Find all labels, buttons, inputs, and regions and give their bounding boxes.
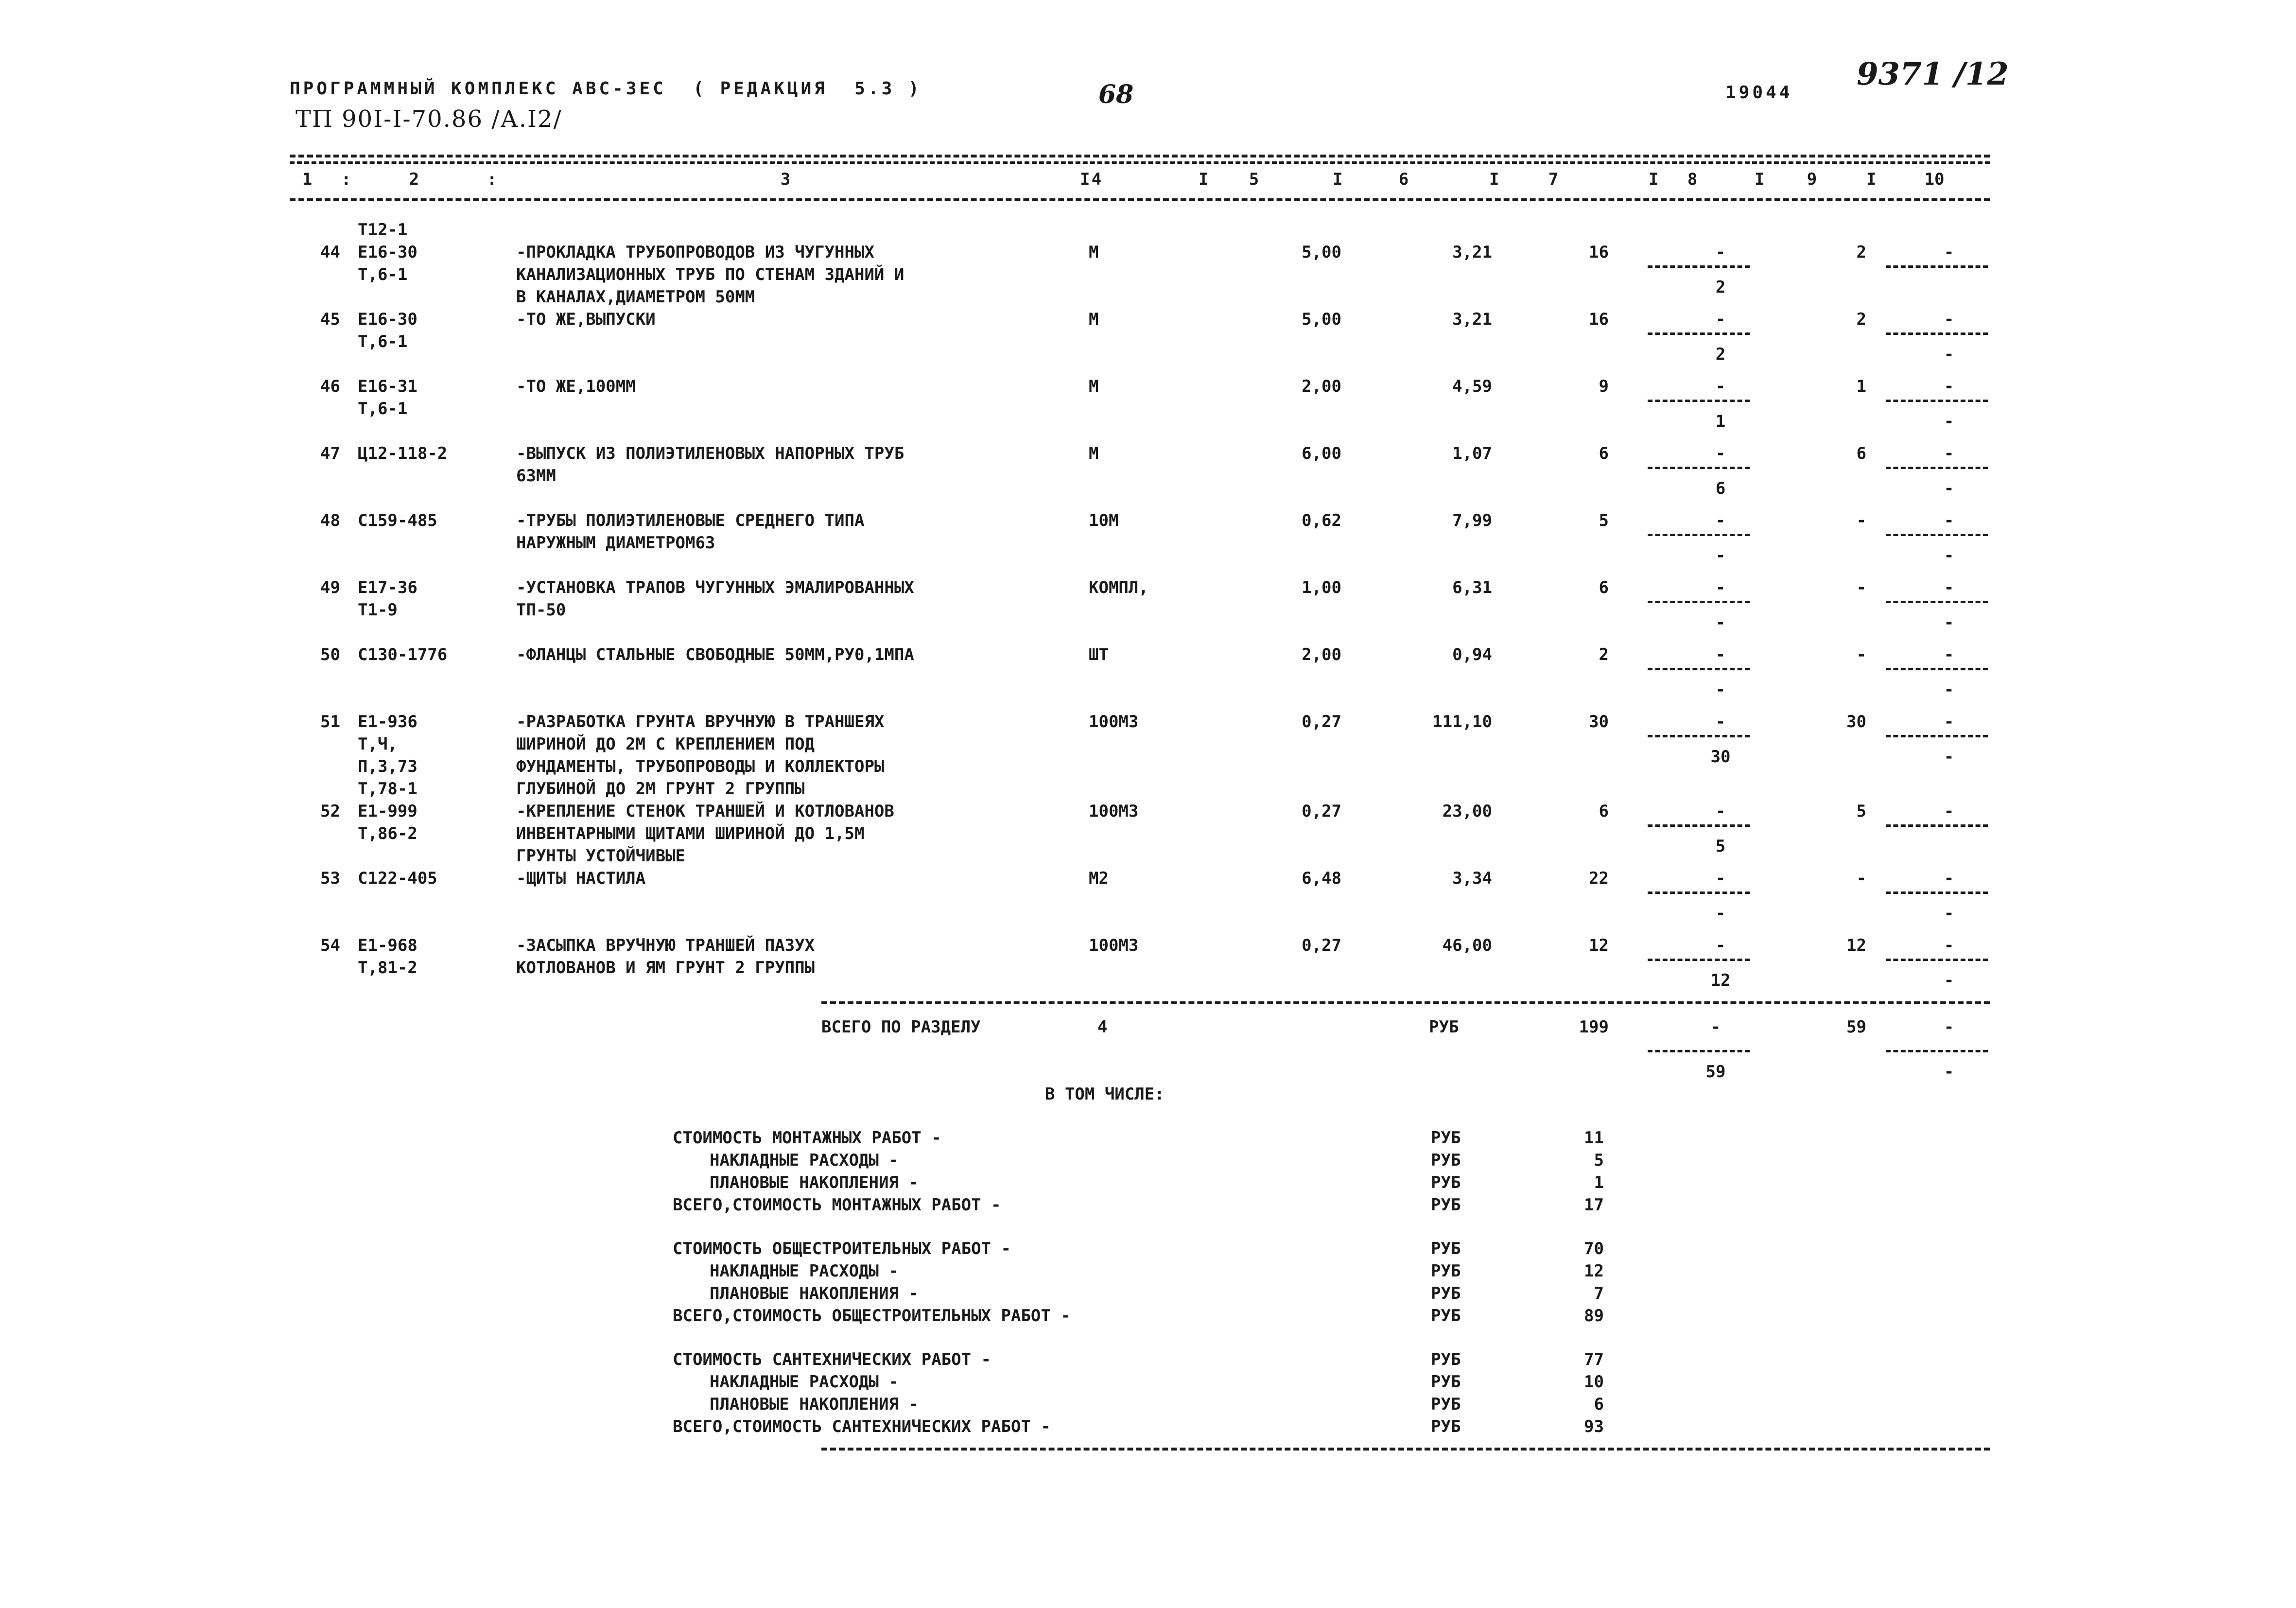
column-header-9: 9 [1807,170,1817,189]
column-header-3: 3 [780,170,791,189]
row-code: Е17-36 [358,578,417,597]
row-unit-price: 6,31 [1452,578,1492,597]
column-header-6: 6 [1398,170,1409,189]
summary-value: 89 [1584,1306,1604,1326]
row-col10: - [1944,712,1954,732]
row-quantity: 2,00 [1302,377,1341,396]
summary-currency: РУБ [1431,1261,1461,1281]
row-col9: 2 [1856,243,1866,262]
column-separator: I [1080,170,1090,189]
summary-value: 6 [1594,1395,1604,1414]
row-col8-rule [1648,959,1750,961]
row-col8-lower: - [1715,680,1726,699]
summary-label: СТОИМОСТЬ ОБЩЕСТРОИТЕЛЬНЫХ РАБОТ - [673,1239,1011,1258]
row-code: Е16-30 [358,243,417,262]
summary-currency: РУБ [1431,1372,1461,1392]
row-total: 6 [1599,444,1609,463]
row-col8: - [1715,511,1726,530]
section-total-col10: - [1944,1017,1954,1037]
row-number: 52 [320,802,340,821]
row-quantity: 6,00 [1302,444,1341,463]
section-total-label: ВСЕГО ПО РАЗДЕЛУ [821,1017,981,1037]
row-col8-lower: - [1715,613,1726,632]
row-col8-lower: 30 [1710,747,1731,767]
row-description: -ТО ЖЕ,ВЫПУСКИ [516,310,656,329]
row-number: 54 [320,936,340,955]
row-unit-price: 23,00 [1442,802,1492,821]
row-col9: 6 [1856,444,1866,463]
row-col8: - [1715,802,1726,821]
row-description: -РАЗРАБОТКА ГРУНТА ВРУЧНУЮ В ТРАНШЕЯХ [516,712,885,732]
row-col8-lower: 1 [1715,412,1726,431]
row-unit-price: 46,00 [1442,936,1492,955]
row-col10-lower: - [1944,412,1954,431]
row-col8: - [1715,444,1726,463]
row-col8: - [1715,645,1726,664]
summary-currency: РУБ [1431,1306,1461,1326]
row-code: Т,Ч, [358,734,398,754]
row-col10-rule [1886,467,1988,469]
summary-currency: РУБ [1431,1395,1461,1414]
row-col8: - [1715,377,1726,396]
summary-currency: РУБ [1431,1284,1461,1303]
row-unit-price: 7,99 [1452,511,1492,530]
summary-value: 7 [1594,1284,1604,1303]
row-col10-rule [1886,959,1988,961]
row-col9: 1 [1856,377,1866,396]
row-unit: ШТ [1089,645,1109,664]
section-total-col8-rule [1648,1050,1750,1052]
summary-currency: РУБ [1431,1239,1461,1258]
column-header-10: 10 [1924,170,1945,189]
row-description: В КАНАЛАХ,ДИАМЕТРОМ 50ММ [516,287,755,307]
summary-value: 1 [1594,1173,1604,1192]
row-total: 12 [1589,936,1609,955]
row-unit: М [1089,444,1099,463]
row-unit-price: 0,94 [1452,645,1492,664]
column-separator: I [1866,170,1877,189]
row-description: -ПРОКЛАДКА ТРУБОПРОВОДОВ ИЗ ЧУГУННЫХ [516,243,874,262]
row-number: 47 [320,444,340,463]
handwritten-sheet-number: 9371 /12 [1857,56,2009,92]
row-col10-lower: - [1944,479,1954,498]
row-col9: - [1856,645,1866,664]
row-number: 46 [320,377,340,396]
including-label: В ТОМ ЧИСЛЕ: [1045,1084,1165,1104]
row-code: С130-1776 [358,645,448,664]
row-col8-rule [1648,668,1750,670]
summary-currency: РУБ [1431,1195,1461,1215]
summary-label: ПЛАНОВЫЕ НАКОПЛЕНИЯ - [710,1395,919,1414]
row-description: -ЩИТЫ НАСТИЛА [516,869,646,888]
row-col8-lower: 2 [1715,278,1726,297]
row-description: ИНВЕНТАРНЫМИ ЩИТАМИ ШИРИНОЙ ДО 1,5М [516,824,865,843]
rule-top [290,155,1990,157]
summary-currency: РУБ [1431,1128,1461,1148]
row-unit: 100М3 [1089,802,1139,821]
summary-value: 77 [1584,1350,1604,1369]
column-header-7: 7 [1548,170,1559,189]
section-total-value: 199 [1579,1017,1609,1037]
row-col8: - [1715,243,1726,262]
program-title: ПРОГРАММНЫЙ КОМПЛЕКС АВС-ЗЕС ( РЕДАКЦИЯ 5.3 ) [290,79,922,99]
section-currency: РУБ [1429,1017,1459,1037]
summary-label: ВСЕГО,СТОИМОСТЬ МОНТАЖНЫХ РАБОТ - [673,1195,1001,1215]
row-code: С159-485 [358,511,437,530]
rule-bottom [821,1448,1990,1451]
row-total: 16 [1589,243,1609,262]
row-unit: КОМПЛ, [1089,578,1148,597]
row-col10-lower: - [1944,904,1954,923]
row-description: КОТЛОВАНОВ И ЯМ ГРУНТ 2 ГРУППЫ [516,958,815,978]
row-unit: М2 [1089,869,1109,888]
row-quantity: 2,00 [1302,645,1341,664]
summary-label: ПЛАНОВЫЕ НАКОПЛЕНИЯ - [710,1284,919,1303]
row-description: -ЗАСЫПКА ВРУЧНУЮ ТРАНШЕЙ ПАЗУХ [516,936,815,955]
row-col10-lower: - [1944,613,1954,632]
column-header-2: 2 [409,170,419,189]
row-code: Е1-999 [358,802,417,821]
row-code: Т,78-1 [358,779,417,799]
row-unit-price: 111,10 [1432,712,1492,732]
row-code: Е16-30 [358,310,417,329]
row-code: П,3,73 [358,757,417,776]
row-quantity: 1,00 [1302,578,1341,597]
column-separator: : [487,170,497,189]
row-description: -ТРУБЫ ПОЛИЭТИЛЕНОВЫЕ СРЕДНЕГО ТИПА [516,511,865,530]
summary-label: НАКЛАДНЫЕ РАСХОДЫ - [710,1372,899,1392]
row-col10-rule [1886,824,1988,827]
column-separator: I [1199,170,1209,189]
row-col10-rule [1886,265,1988,268]
row-col10: - [1944,645,1954,664]
row-total: 2 [1599,645,1609,664]
row-code: Ц12-118-2 [358,444,448,463]
section-total-col8-lower: 59 [1705,1062,1726,1082]
row-col8-rule [1648,400,1750,402]
row-code: Е1-968 [358,936,417,955]
row-col8-lower: 2 [1715,345,1726,364]
row-col10-rule [1886,601,1988,603]
row-col10-rule [1886,534,1988,536]
row-total: 6 [1599,578,1609,597]
row-col8-lower: 12 [1710,971,1731,990]
summary-value: 70 [1584,1239,1604,1258]
row-quantity: 0,27 [1302,712,1341,732]
row-total: 30 [1589,712,1609,732]
row-quantity: 5,00 [1302,310,1341,329]
rule-header-bottom [290,198,1990,201]
row-unit: М [1089,377,1099,396]
row-col8-rule [1648,265,1750,268]
row-unit-price: 3,21 [1452,310,1492,329]
summary-value: 5 [1594,1151,1604,1170]
row-code: Т,86-2 [358,824,417,843]
row-unit: 10М [1089,511,1119,530]
row-code: Т,6-1 [358,265,408,284]
row-col9: 30 [1846,712,1866,732]
row-description: -УСТАНОВКА ТРАПОВ ЧУГУННЫХ ЭМАЛИРОВАННЫХ [516,578,914,597]
column-header-8: 8 [1687,170,1698,189]
row-number: 48 [320,511,340,530]
row-unit: М [1089,243,1099,262]
row-col10-rule [1886,332,1988,335]
row-unit-price: 4,59 [1452,377,1492,396]
column-header-1: 1 [302,170,313,189]
row-col8: - [1715,869,1726,888]
row-quantity: 0,27 [1302,936,1341,955]
row-code-prefix: Т12-1 [358,220,408,240]
document-code: 19044 [1725,83,1793,103]
row-number: 53 [320,869,340,888]
row-col8-rule [1648,891,1750,894]
row-col9: 5 [1856,802,1866,821]
row-col8-lower: - [1715,546,1726,565]
row-col9: - [1856,578,1866,597]
row-number: 51 [320,712,340,732]
row-col8-rule [1648,467,1750,469]
row-col10: - [1944,578,1954,597]
summary-label: НАКЛАДНЫЕ РАСХОДЫ - [710,1151,899,1170]
rule-total-top [821,1001,1990,1004]
row-number: 45 [320,310,340,329]
row-col10-lower: - [1944,680,1954,699]
column-separator: I [1333,170,1343,189]
rule-top-2 [290,161,1990,164]
row-description: ТП-50 [516,600,566,620]
row-total: 6 [1599,802,1609,821]
row-col10: - [1944,377,1954,396]
row-total: 9 [1599,377,1609,396]
row-unit: М [1089,310,1099,329]
summary-currency: РУБ [1431,1173,1461,1192]
row-col10-rule [1886,668,1988,670]
section-total-col10-lower: - [1944,1062,1954,1082]
row-col10-lower: - [1944,747,1954,767]
row-description: -КРЕПЛЕНИЕ СТЕНОК ТРАНШЕЙ И КОТЛОВАНОВ [516,802,894,821]
row-description: -ТО ЖЕ,100ММ [516,377,636,396]
row-col10-rule [1886,400,1988,402]
row-code: Е1-936 [358,712,417,732]
summary-currency: РУБ [1431,1151,1461,1170]
section-total-col10-rule [1886,1050,1988,1052]
row-code: Т,81-2 [358,958,417,978]
summary-value: 11 [1584,1128,1604,1148]
column-header-4: 4 [1091,170,1102,189]
row-number: 44 [320,243,340,262]
summary-label: НАКЛАДНЫЕ РАСХОДЫ - [710,1261,899,1281]
row-col10: - [1944,511,1954,530]
section-total-col8: - [1710,1017,1721,1037]
summary-value: 10 [1584,1372,1604,1392]
summary-value: 17 [1584,1195,1604,1215]
row-unit: 100М3 [1089,936,1139,955]
row-col10-rule [1886,735,1988,737]
row-col8: - [1715,712,1726,732]
row-unit-price: 1,07 [1452,444,1492,463]
row-col8-rule [1648,332,1750,335]
row-col8: - [1715,936,1726,955]
row-unit: 100М3 [1089,712,1139,732]
row-description: 63ММ [516,466,556,486]
row-total: 22 [1589,869,1609,888]
row-code: С122-405 [358,869,437,888]
row-number: 50 [320,645,340,664]
section-number: 4 [1097,1017,1108,1037]
row-col8-rule [1648,735,1750,737]
row-col10: - [1944,310,1954,329]
row-col8-lower: - [1715,904,1726,923]
row-col9: - [1856,511,1866,530]
row-col8: - [1715,310,1726,329]
row-col10-lower: - [1944,971,1954,990]
row-description: ГЛУБИНОЙ ДО 2М ГРУНТ 2 ГРУППЫ [516,779,805,799]
row-description: КАНАЛИЗАЦИОННЫХ ТРУБ ПО СТЕНАМ ЗДАНИЙ И [516,265,904,284]
section-total-col9: 59 [1846,1017,1866,1037]
row-col10: - [1944,936,1954,955]
row-col9: 12 [1846,936,1866,955]
row-description: -ВЫПУСК ИЗ ПОЛИЭТИЛЕНОВЫХ НАПОРНЫХ ТРУБ [516,444,904,463]
column-separator: : [341,170,351,189]
row-col8: - [1715,578,1726,597]
summary-label: СТОИМОСТЬ САНТЕХНИЧЕСКИХ РАБОТ - [673,1350,991,1369]
summary-value: 12 [1584,1261,1604,1281]
row-quantity: 5,00 [1302,243,1341,262]
row-col8-rule [1648,601,1750,603]
summary-label: ВСЕГО,СТОИМОСТЬ САНТЕХНИЧЕСКИХ РАБОТ - [673,1417,1051,1436]
row-col10-rule [1886,891,1988,894]
row-total: 16 [1589,310,1609,329]
column-separator: I [1489,170,1499,189]
row-col8-rule [1648,534,1750,536]
row-col8-lower: 6 [1715,479,1726,498]
row-col9: 2 [1856,310,1866,329]
row-quantity: 0,27 [1302,802,1341,821]
row-col10: - [1944,243,1954,262]
row-code: Т,6-1 [358,399,408,419]
row-code: Т1-9 [358,600,398,620]
row-unit-price: 3,34 [1452,869,1492,888]
column-header-5: 5 [1249,170,1259,189]
summary-label: СТОИМОСТЬ МОНТАЖНЫХ РАБОТ - [673,1128,941,1148]
row-description: НАРУЖНЫМ ДИАМЕТРОМ63 [516,533,715,553]
row-unit-price: 3,21 [1452,243,1492,262]
row-description: ШИРИНОЙ ДО 2М С КРЕПЛЕНИЕМ ПОД [516,734,815,754]
summary-label: ПЛАНОВЫЕ НАКОПЛЕНИЯ - [710,1173,919,1192]
column-separator: I [1755,170,1765,189]
page-number: 68 [1098,80,1134,109]
row-total: 5 [1599,511,1609,530]
row-col9: - [1856,869,1866,888]
row-number: 49 [320,578,340,597]
row-col10-lower: - [1944,345,1954,364]
row-description: ГРУНТЫ УСТОЙЧИВЫЕ [516,846,685,866]
row-code: Е16-31 [358,377,417,396]
row-col10: - [1944,802,1954,821]
row-quantity: 0,62 [1302,511,1341,530]
row-col8-rule [1648,824,1750,827]
row-description: -ФЛАНЦЫ СТАЛЬНЫЕ СВОБОДНЫЕ 50ММ,РУ0,1МПА [516,645,914,664]
summary-label: ВСЕГО,СТОИМОСТЬ ОБЩЕСТРОИТЕЛЬНЫХ РАБОТ - [673,1306,1071,1326]
column-separator: I [1649,170,1659,189]
project-designation: ТП 90I-I-70.86 /А.I2/ [296,105,562,133]
row-code: Т,6-1 [358,332,408,351]
row-description: ФУНДАМЕНТЫ, ТРУБОПРОВОДЫ И КОЛЛЕКТОРЫ [516,757,885,776]
summary-value: 93 [1584,1417,1604,1436]
row-col10: - [1944,444,1954,463]
row-col10-lower: - [1944,546,1954,565]
row-col8-lower: 5 [1715,837,1726,856]
row-quantity: 6,48 [1302,869,1341,888]
summary-currency: РУБ [1431,1417,1461,1436]
row-col10: - [1944,869,1954,888]
summary-currency: РУБ [1431,1350,1461,1369]
